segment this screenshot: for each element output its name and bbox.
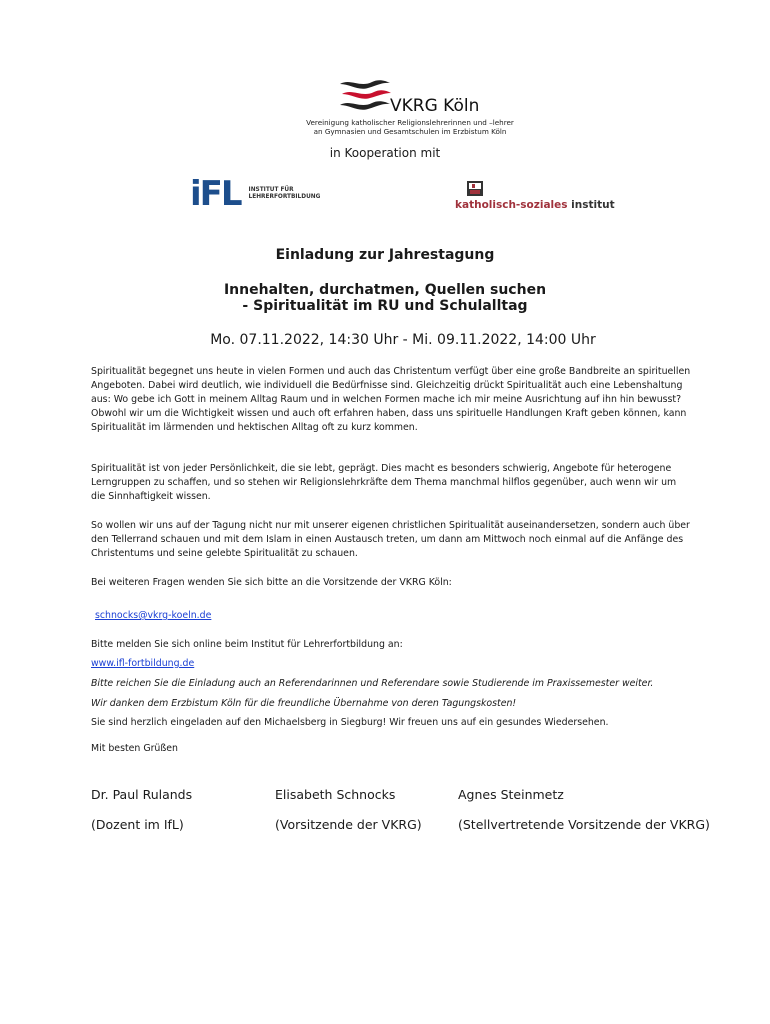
org-name: VKRG Köln bbox=[390, 96, 480, 116]
event-title-line-1: Innehalten, durchatmen, Quellen suchen bbox=[223, 282, 547, 298]
email-link[interactable]: schnocks@vkrg-koeln.de bbox=[95, 610, 212, 621]
ksi-logo-text-part-1: katholisch-soziales bbox=[455, 199, 572, 211]
forwarding-note: Bitte reichen Sie die Einladung auch an Referendarinnen und Referendare sowie Studierende im Praxissemester weiter. bbox=[91, 678, 654, 689]
ifl-logo-line-2: LEHRERFORTBILDUNG bbox=[248, 194, 321, 200]
ifl-logo-text bbox=[249, 187, 321, 201]
contact-text: Bei weiteren Fragen wenden Sie sich bitte an die Vorsitzende der VKRG Köln: bbox=[91, 577, 452, 588]
event-title-line-2: - Spiritualität im RU und Schulalltag bbox=[242, 298, 528, 314]
signature-name-1: Dr. Paul Rulands bbox=[91, 787, 193, 802]
ifl-logo-mark: iFL bbox=[190, 174, 241, 214]
closing-greeting: Mit besten Grüßen bbox=[91, 743, 178, 754]
ksi-logo-icon bbox=[467, 181, 483, 196]
signature-role-3: (Stellvertretende Vorsitzende der VKRG) bbox=[458, 817, 710, 832]
registration-text: Bitte melden Sie sich online beim Institut für Lehrerfortbildung an: bbox=[91, 639, 403, 650]
thanks-note: Wir danken dem Erzbistum Köln für die freundliche Übernahme von deren Tagungskosten! bbox=[91, 698, 517, 709]
signature-role-2: (Vorsitzende der VKRG) bbox=[275, 817, 422, 832]
welcome-text: Sie sind herzlich eingeladen auf den Michaelsberg in Siegburg! Wir freuen uns auf ein gesundes Wiedersehen. bbox=[91, 717, 609, 728]
body-paragraph-2: Spiritualität ist von jeder Persönlichkeit, die sie lebt, geprägt. Dies macht es besonders schwierig, Angebote für heterogene Lerngruppen zu schaffen, und so stehen wir Religionslehrkräfte dem Thema manchmal hilflos gegenüber, auch wenn wir um die Sinnhaftigkeit wissen. bbox=[91, 463, 677, 502]
org-subtitle-line-1: Vereinigung katholischer Religionslehrerinnen und –lehrer bbox=[306, 118, 514, 127]
ksi-logo-text-part-2: institut bbox=[571, 199, 615, 211]
signature-role-1: (Dozent im IfL) bbox=[91, 817, 184, 832]
signature-name-3: Agnes Steinmetz bbox=[458, 787, 564, 802]
ifl-logo-line-1: INSTITUT FÜR bbox=[248, 187, 294, 193]
ifl-logo bbox=[190, 176, 320, 212]
signature-name-2: Elisabeth Schnocks bbox=[275, 787, 396, 802]
event-title bbox=[0, 282, 770, 314]
body-paragraph-3: So wollen wir uns auf der Tagung nicht nur mit unserer eigenen christlichen Spiritualität auseinandersetzen, sondern auch über den Tellerrand schauen und mit dem Islam in einen Austausch treten, um dann am Mittwoch noch einmal auf die Anfänge des Christentums und seine gelebte Spiritualität zu schauen. bbox=[91, 520, 690, 559]
website-link[interactable]: www.ifl-fortbildung.de bbox=[91, 658, 195, 669]
invitation-heading: Einladung zur Jahrestagung bbox=[275, 247, 495, 263]
org-subtitle bbox=[290, 118, 530, 136]
org-subtitle-line-2: an Gymnasien und Gesamtschulen im Erzbistum Köln bbox=[313, 127, 507, 136]
body-paragraph-1: Spiritualität begegnet uns heute in vielen Formen und auch das Christentum verfügt über eine große Bandbreite an spirituellen Angeboten. Dabei wird deutlich, wie individuell die Bedürfnisse sind. Gleichzeitig drückt Spiritualität auch eine Lebenshaltung aus: Wo gebe ich Gott in meinem Alltag Raum und in welchen Formen mache ich mir meine Ausrichtung auf ihn hin bewusst? Obwohl wir um die Wichtigkeit wissen und auch oft erfahren haben, dass uns spirituelle Handlungen Kraft geben können, kann Spiritualität im lärmenden und hektischen Alltag oft zu kurz kommen. bbox=[91, 366, 691, 433]
vkrg-wave-logo-icon bbox=[338, 78, 392, 112]
cooperation-label: in Kooperation mit bbox=[329, 146, 441, 160]
event-date: Mo. 07.11.2022, 14:30 Uhr - Mi. 09.11.2022, 14:00 Uhr bbox=[210, 332, 596, 348]
ksi-logo-text bbox=[455, 199, 615, 211]
